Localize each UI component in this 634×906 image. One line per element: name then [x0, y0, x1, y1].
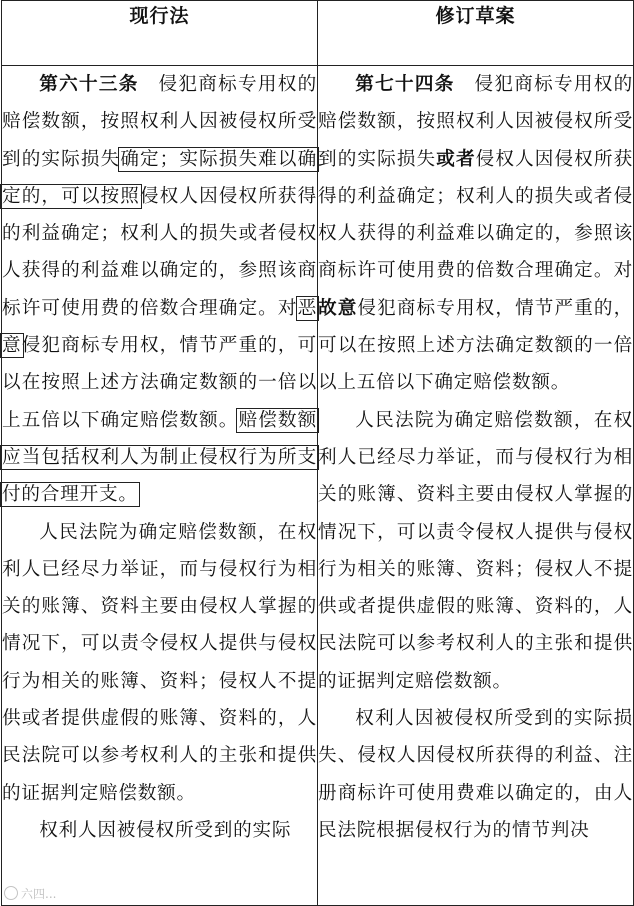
deleted-text-box: 确定；实际损失难以确定的，可以按照 [2, 148, 317, 207]
article-number: 第六十三条 [39, 74, 139, 95]
text-segment: 侵犯商标专用权，情节严重的，可以在按照上述方法确定数额的一倍以上五倍以下确定赔偿数额。 [2, 335, 317, 431]
changed-word: 故意 [318, 297, 358, 319]
header-revised-draft: 修订草案 [318, 1, 634, 66]
watermark-icon [4, 886, 18, 900]
text-segment: 侵犯商标专用权的赔偿数额，按照权利人因被侵权所受到的实际损失 [318, 74, 633, 170]
deleted-sentence-box: 赔偿数额应当包括权利人为制止侵权行为所支付的合理开支。 [2, 409, 317, 506]
header-current-law: 现行法 [2, 1, 318, 66]
header-row [2, 1, 634, 66]
text-segment: 侵权人因侵权所获得的利益确定；权利人的损失或者侵权人获得的利益难以确定的，参照该商标许可使用费的倍数合理确定。对 [318, 148, 633, 282]
comparison-table [1, 0, 634, 906]
article-number: 第七十四条 [355, 74, 455, 95]
revised-draft-column [318, 66, 634, 906]
text-segment: 侵权人因侵权所获得的利益确定；权利人的损失或者侵权人获得的利益难以确定的，参照该商标许可使用费的倍数合理确定。对 [2, 185, 317, 319]
added-word: 或者 [436, 148, 476, 170]
current-law-column [2, 66, 318, 906]
changed-word-box: 恶意 [2, 297, 317, 357]
watermark-text: 六四... [21, 887, 57, 901]
current-law-paragraph-2: 人民法院为确定赔偿数额，在权利人已经尽力举证，而与侵权行为相关的账簿、资料主要由侵权人掌握的情况下，可以责令侵权人提供与侵权行为相关的账簿、资料；侵权人不提供或者提供虚假的账簿、资料的，人民法院可以参考权利人的主张和提供的证据判定赔偿数额。 [2, 521, 317, 804]
current-law-paragraph-1 [2, 66, 317, 514]
revised-draft-paragraph-2: 人民法院为确定赔偿数额，在权利人已经尽力举证，而与侵权行为相关的账簿、资料主要由侵权人掌握的情况下，可以责令侵权人提供与侵权行为相关的账簿、资料；侵权人不提供或者提供虚假的账簿、资料的，人民法院可以参考权利人的主张和提供的证据判定赔偿数额。 [318, 409, 633, 692]
current-law-paragraph-3: 权利人因被侵权所受到的实际 [39, 819, 292, 841]
watermark [4, 885, 56, 902]
content-row [2, 66, 634, 906]
revised-draft-paragraph-3: 权利人因被侵权所受到的实际损失、侵权人因侵权所获得的利益、注册商标许可使用费难以确定的，由人民法院根据侵权行为的情节判决 [318, 708, 633, 841]
text-segment: 侵犯商标专用权，情节严重的，可以在按照上述方法确定数额的一倍以上五倍以下确定赔偿数额。 [318, 297, 633, 394]
text-segment: 侵犯商标专用权的赔偿数额，按照权利人因被侵权所受到的实际损失 [2, 74, 317, 170]
revised-draft-paragraph-1 [318, 66, 633, 402]
